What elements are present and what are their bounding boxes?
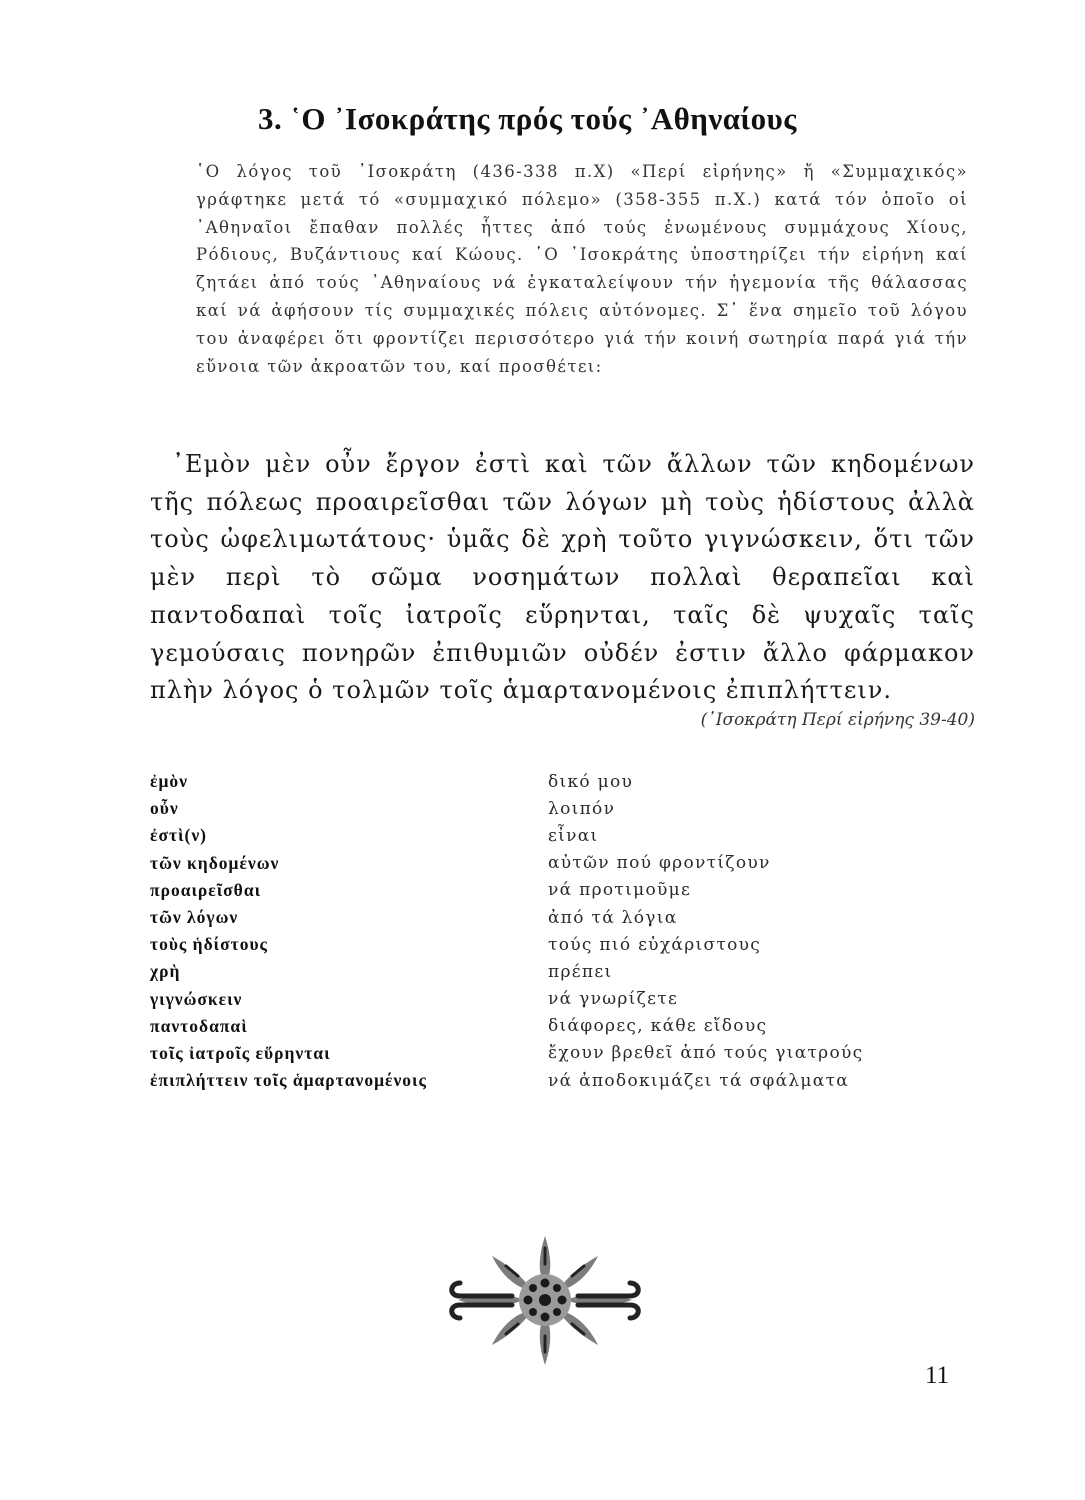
glossary-term: τῶν λόγων (150, 907, 239, 928)
glossary-term: χρὴ (150, 961, 181, 982)
glossary-item (150, 1067, 950, 1094)
glossary-term: τῶν κηδομένων (150, 852, 280, 873)
page-title: 3. ῾Ο ᾿Ισοκράτης πρός τούς ᾿Αθηναίους (258, 100, 797, 136)
glossary-list (150, 768, 950, 1094)
glossary-item (150, 931, 950, 958)
glossary-term: παντοδαπαὶ (150, 1015, 248, 1036)
glossary-item (150, 877, 950, 904)
glossary-definition: δικό μου (548, 771, 634, 792)
glossary-item (150, 850, 950, 877)
decorative-ornament-icon (440, 1228, 650, 1373)
intro-paragraph (196, 158, 968, 380)
glossary-item (150, 768, 950, 795)
glossary-term: τοὺς ἡδίστους (150, 934, 268, 955)
glossary-definition: ἔχουν βρεθεῖ ἀπό τούς γιατρούς (548, 1043, 864, 1064)
glossary-definition: λοιπόν (548, 798, 616, 819)
glossary-item (150, 822, 950, 849)
glossary-term: ἐστὶ(ν) (150, 825, 207, 846)
glossary-definition: τούς πιό εὐχάριστους (548, 934, 762, 955)
glossary-term: γιγνώσκειν (150, 988, 243, 1009)
glossary-definition: διάφορες, κάθε εἴδους (548, 1016, 768, 1037)
glossary-term: ἐμὸν (150, 771, 188, 792)
page-number: 11 (925, 1362, 950, 1389)
glossary-term: τοῖς ἰατροῖς εὕρηνται (150, 1042, 331, 1063)
glossary-item (150, 1013, 950, 1040)
glossary-item (150, 986, 950, 1013)
quote-text: ᾿Εμὸν μὲν οὖν ἔργον ἐστὶ καὶ τῶν ἄλλων τῶν κηδομένων τῆς πόλεως προαιρεῖσθαι τῶν λόγων μὴ τοὺς ἡδίστους ἀλλὰ τοὺς ὠφελιμωτάτους· ὑμᾶς δὲ χρὴ τοῦτο γιγνώσκειν, ὅτι τῶν μὲν περὶ τὸ σῶμα νοσημάτων πολλαὶ θεραπεῖαι καὶ παντοδαπαὶ τοῖς ἰατροῖς εὕρηνται, ταῖς δὲ ψυχαῖς ταῖς γεμούσαις πονηρῶν ἐπιθυμιῶν οὐδέν ἐστιν ἄλλο φάρμακον πλὴν λόγος ὁ τολμῶν τοῖς ἁμαρτανομένοις ἐπιπλήττειν. (150, 450, 975, 705)
glossary-definition: πρέπει (548, 961, 613, 982)
glossary-item (150, 904, 950, 931)
citation: (᾿Ισοκράτη Περί εἰρήνης 39-40) (700, 710, 975, 730)
quoted-passage (150, 446, 975, 710)
glossary-item (150, 958, 950, 985)
glossary-definition: νά προτιμοῦμε (548, 880, 692, 901)
glossary-definition: ἀπό τά λόγια (548, 907, 678, 928)
glossary-item (150, 795, 950, 822)
glossary-definition: νά ἀποδοκιμάζει τά σφάλματα (548, 1070, 850, 1091)
glossary-definition: αὐτῶν πού φροντίζουν (548, 853, 771, 874)
glossary-definition: νά γνωρίζετε (548, 989, 679, 1010)
intro-text: ῾Ο λόγος τοῦ ᾿Ισοκράτη (436-338 π.Χ) «Περί εἰρήνης» ἤ «Συμμαχικός» γράφτηκε μετά τό «συμμαχικό πόλεμο» (358-355 π.Χ.) κατά τόν ὁποῖο οἱ ᾿Αθηναῖοι ἔπαθαν πολλές ἧττες ἀπό τούς ἐνωμένους συμμάχους Χίους, Ρόδιους, Βυζάντιους καί Κώους. ῾Ο ᾿Ισοκράτης ὑποστηρίζει τήν εἰρήνη καί ζητάει ἀπό τούς ᾿Αθηναίους νά ἐγκαταλείψουν τήν ἡγεμονία τῆς θάλασσας καί νά ἀφήσουν τίς συμμαχικές πόλεις αὐτόνομες. Σ᾿ ἕνα σημεῖο τοῦ λόγου του ἀναφέρει ὅτι φροντίζει περισσότερο γιά τήν κοινή σωτηρία παρά γιά τήν εὔνοια τῶν ἀκροατῶν του, καί προσθέτει: (196, 162, 968, 376)
glossary-definition: εἶναι (548, 825, 599, 846)
glossary-term: προαιρεῖσθαι (150, 879, 262, 900)
glossary-term: οὖν (150, 798, 179, 819)
glossary-item (150, 1040, 950, 1067)
glossary-term: ἐπιπλήττειν τοῖς ἁμαρτανομένοις (150, 1070, 427, 1091)
